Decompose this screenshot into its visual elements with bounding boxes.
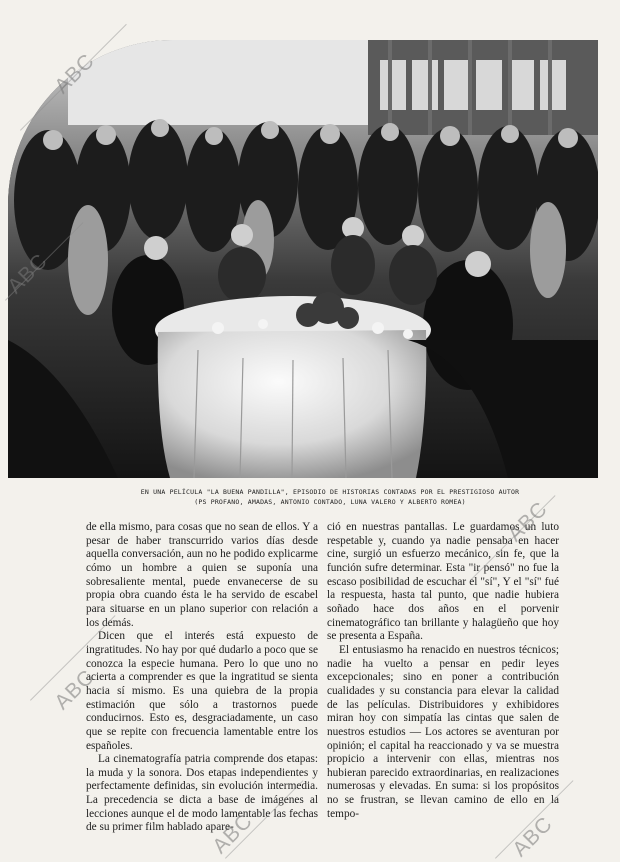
- photo-caption: [70, 487, 590, 507]
- paragraph: Dicen que el interés está expuesto de ingratitudes. No hay por qué dudarlo a poco que se conozca la especie humana. Pero lo que uno no acierta a comprender es que la ingratitud se sienta hacia sí mismo. Es una quiebra de la propia estimación que sólo a trastornos puede conducirnos. Esto es, desgraciadamente, un caso que se repite con frecuencia lamentable entre los españoles.: [86, 630, 318, 752]
- article-column-left: [86, 521, 318, 835]
- caption-line-1: EN UNA PELÍCULA "LA BUENA PANDILLA", EPISODIO DE HISTORIAS CONTADAS POR EL PRESTIGIOSO AUTOR: [140, 488, 520, 496]
- watermark: ABC: [50, 49, 100, 99]
- watermark: ABC: [508, 812, 558, 862]
- paragraph: ció en nuestras pantallas. Le guardamos un luto respetable y, cuando ya nadie pensaba en hacer cine, surgió un esfuerzo mecánico, sin fe, que la función sufre determinar. Esta "ir pensó" no fue la escaso posibilidad de escuchar el "sí", Y el "sí" fué la respuesta, hasta tal punto, que nadie hubiera soñado hace dos años en el porvenir cinematográfico tan brillante y halagüeño que hoy se presenta a España.: [327, 521, 559, 643]
- caption-line-2: (PS PROFANO, AMADAS, ANTONIO CONTADO, LUNA VALERO Y ALBERTO ROMEA): [194, 498, 466, 506]
- banquet-scene: [8, 40, 598, 478]
- banquet-photograph: [8, 40, 598, 478]
- paragraph: La cinematografía patria comprende dos etapas: la muda y la sonora. Dos etapas independientes y perfectamente definidas, sin evolución intermedia. La precedencia se dicta a base de imágenes al lecciones aunque el de modo lamentable las fechas de su primer film hablado apare-: [86, 753, 318, 834]
- watermark: ABC: [3, 249, 53, 299]
- paragraph: de ella mismo, para cosas que no sean de ellos. Y a pesar de haber transcurrido varios días desde aquella conversación, aun no he podido explicarme cómo un hombre a quien se suponía una sobresaliente mental, puede envanecerse de su propia obra cuando ésta le ha servido de escabel para situarse en un plano superior con relación a los demás.: [86, 521, 318, 629]
- article-column-right: [327, 521, 559, 821]
- watermark: ABC: [208, 809, 258, 859]
- watermark: ABC: [503, 497, 553, 547]
- watermark: ABC: [50, 665, 100, 715]
- paragraph: El entusiasmo ha renacido en nuestros técnicos; nadie ha vuelto a pensar en pedir leyes excepcionales; sino en poner a contribución cualidades y su constancia para elevar la calidad de las películas. Distribuidores y exhibidores miran hoy con simpatía las cintas que salen de nuestros estudios — Los actores se aventuran por opinión; el capital ha reaccionado y va se muestra propicio a intervenir con ellas, mientras nos hubieran parecido extraordinarias, en realizaciones numerosas y elevadas. En suma: si los propósitos no se frustran, se llevan camino de ello en la tempo-: [327, 643, 559, 820]
